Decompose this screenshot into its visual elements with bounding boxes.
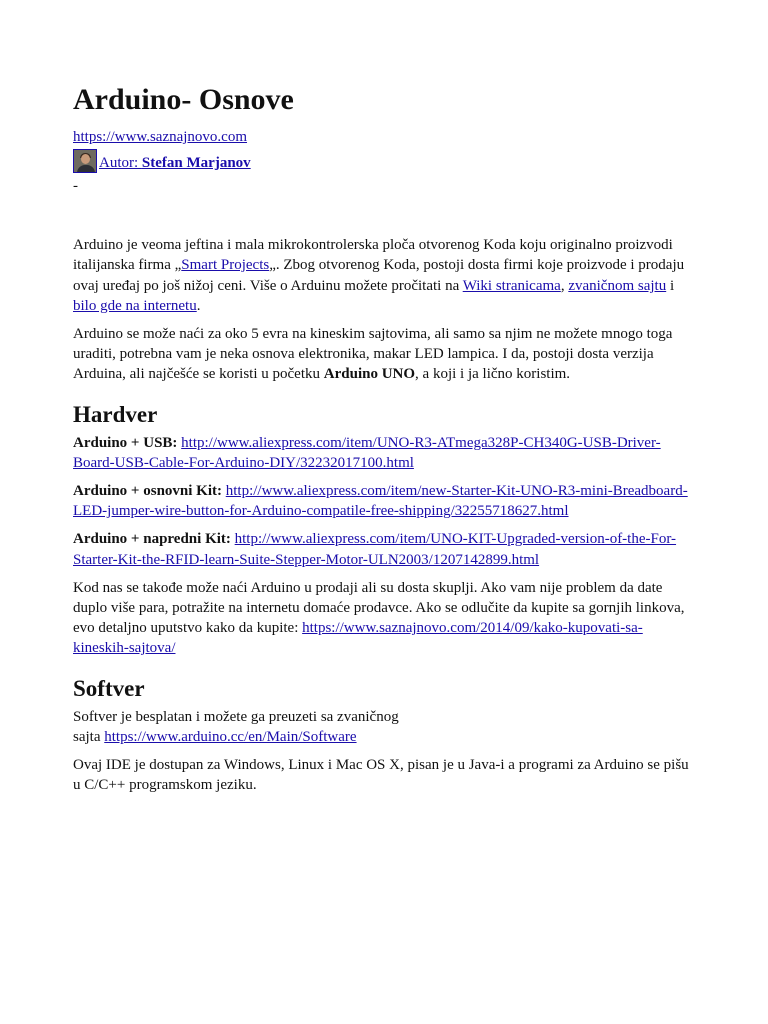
price-text-1: Arduino se može naći za oko 5 evra na kineskim sajtovima, ali samo sa njim ne možete mnogo toga uraditi, potrebna vam je neka osnova elektronika, makar LED lampica. I da, postoji dosta verzija Arduina, ali najčešće se koristi u početku bbox=[73, 326, 673, 383]
wiki-link[interactable]: Wiki stranicama bbox=[462, 277, 561, 294]
hardver-item-link[interactable]: http://www.aliexpress.com/item/UNO-R3-ATmega328P-CH340G-USB-Driver-Board-USB-Cable-For-Arduino-DIY/32232017100.html bbox=[73, 434, 661, 471]
site-url-link[interactable]: https://www.saznajnovo.com bbox=[73, 129, 248, 145]
intro-text-4: i bbox=[666, 277, 675, 294]
arduino-price-paragraph bbox=[73, 324, 696, 385]
purchase-guide-link[interactable]: https://www.saznajnovo.com/2014/09/kako-kupovati-sa-kineskih-sajtova/ bbox=[73, 620, 643, 657]
author-label: Autor: bbox=[99, 155, 142, 172]
anywhere-online-link[interactable]: bilo gde na internetu bbox=[73, 297, 197, 314]
intro-text-1: Arduino je veoma jeftina i mala mikrokontrolerska ploča otvorenog Koda koju originalno proizvodi italijanska firma „ bbox=[73, 237, 673, 274]
hardver-heading: Hardver bbox=[73, 401, 158, 427]
hardver-item-link[interactable]: http://www.aliexpress.com/item/new-Starter-Kit-UNO-R3-mini-Breadboard-LED-jumper-wire-button-for-Arduino-compatile-free-shipping/32255718627.html bbox=[73, 483, 688, 520]
hardver-item-basic-kit bbox=[73, 481, 696, 521]
author-avatar[interactable] bbox=[73, 149, 97, 173]
local-purchase-paragraph bbox=[73, 578, 696, 659]
hardver-item-label: Arduino + napredni Kit: bbox=[73, 531, 235, 548]
softver-download-paragraph bbox=[73, 707, 696, 747]
intro-text-3: , bbox=[560, 277, 569, 294]
local-purchase-text: Kod nas se takođe može naći Arduino u prodaji ali su dosta skuplji. Ako vam nije problem da date duplo više para, potražite na internetu domaće prodavce. Ako se odlučite da kupite sa gornjih linkova, evo detaljno uputstvo kako da kupite: bbox=[73, 579, 685, 637]
intro-text-2: „. Zbog otvorenog Koda, postoji dosta firmi koje proizvode i prodaju ovaj uređaj po još nižoj ceni. Više o Arduinu možete pročitati na bbox=[73, 257, 685, 294]
arduino-software-link[interactable]: https://www.arduino.cc/en/Main/Software bbox=[104, 728, 357, 745]
author-name: Stefan Marjanov bbox=[141, 155, 251, 172]
arduino-uno-bold: Arduino UNO bbox=[323, 366, 416, 383]
softver-text-1: Softver je besplatan i možete ga preuzeti sa zvaničnog bbox=[73, 708, 399, 725]
ide-paragraph: Ovaj IDE je dostupan za Windows, Linux i Mac OS X, pisan je u Java-i a programi za Arduino se pišu u C/C++ programskom jeziku. bbox=[73, 757, 689, 794]
official-site-link[interactable]: zvaničnom sajtu bbox=[568, 277, 667, 294]
intro-paragraph bbox=[73, 235, 696, 316]
intro-text-5: . bbox=[196, 297, 201, 314]
page-title: Arduino- Osnove bbox=[73, 83, 294, 116]
site-url-line bbox=[73, 127, 696, 147]
hardver-item-advanced-kit bbox=[73, 529, 696, 569]
hardver-item-link[interactable]: http://www.aliexpress.com/item/UNO-KIT-Upgraded-version-of-the-For-Starter-Kit-the-RFID-learn-Suite-Stepper-Motor-ULN2003/1207142899.html bbox=[73, 531, 677, 568]
separator-dash: - bbox=[73, 178, 78, 195]
softver-heading: Softver bbox=[73, 675, 145, 701]
hardver-item-usb bbox=[73, 433, 696, 473]
softver-text-2: sajta bbox=[73, 728, 105, 745]
author-link[interactable] bbox=[99, 153, 251, 173]
hardver-item-label: Arduino + osnovni Kit: bbox=[73, 483, 226, 500]
smart-projects-link[interactable]: Smart Projects bbox=[181, 257, 270, 274]
hardver-item-label: Arduino + USB: bbox=[73, 434, 182, 451]
author-line bbox=[73, 149, 696, 173]
price-text-2: , a koji i ja lično koristim. bbox=[415, 366, 571, 383]
